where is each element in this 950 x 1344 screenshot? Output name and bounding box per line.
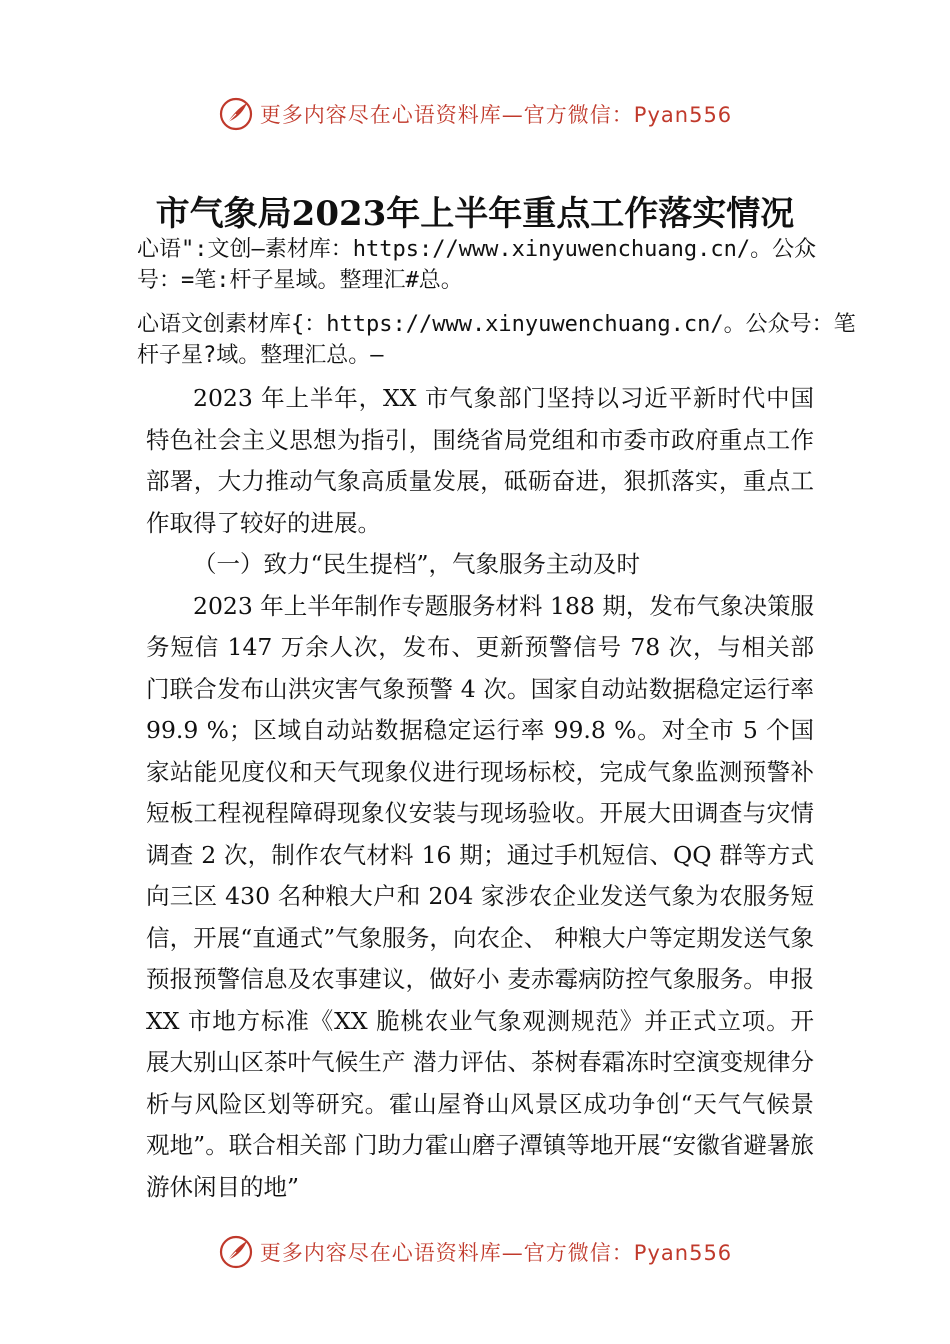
- watermark-text: 更多内容尽在心语资料库—官方微信：Pyan556: [259, 1241, 733, 1265]
- feather-quill-icon: [218, 96, 254, 132]
- document-title: 市气象局2023年上半年重点工作落实情况: [155, 194, 795, 234]
- source-line-1: 心语":文创—素材库：https://www.xinyuwenchuang.cn/。公众号：=笔:杆子星域。整理汇#总。: [137, 237, 817, 293]
- document-body: [146, 378, 814, 1208]
- section-heading: （一）致力“民生提档”，气象服务主动及时: [193, 550, 641, 578]
- paragraph-service: 2023 年上半年制作专题服务材料 188 期，发布气象决策服务短信 147 万余人次，发布、更新预警信号 78 次，与相关部门联合发布山洪灾害气象预警 4 次。国家自动站数据稳定运行率 99.9 %；区域自动站数据稳定运行率 99.8 %。对全市 5 个国家站能见度仪和天气现象仪进行现场标校，完成气象监测预警补短板工程视程障碍现象仪安装与现场验收。开展大田调查与灾情调查 2 次，制作农气材料 16 期；通过手机短信、QQ 群等方式向三区 430 名种粮大户和 204 家涉农企业发送气象为农服务短信，开展“直通式”气象服务，向农企、 种粮大户等定期发送气象预报预警信息及农事建议，做好小 麦赤霉病防控气象服务。申报 XX 市地方标准《XX 脆桃农业气象观测规范》并正式立项。开展大别山区茶叶气候生产 潜力评估、茶树春霜冻时空演变规律分析与风险区划等研究。霍山屋脊山风景区成功争创“天气气候景观地”。联合相关部 门助力霍山磨子潭镇等地开展“安徽省避暑旅游休闲目的地”: [146, 591, 814, 1201]
- paragraph-intro: 2023 年上半年，XX 市气象部门坚持以习近平新时代中国特色社会主义思想为指引，围绕省局党组和市委市政府重点工作部署，大力推动气象高质量发展，砥砺奋进，狠抓落实，重点工作取得了较好的进展。: [146, 384, 814, 537]
- watermark-banner-bottom: [0, 1232, 950, 1272]
- watermark-banner-top: [0, 94, 950, 134]
- watermark-text: 更多内容尽在心语资料库—官方微信：Pyan556: [259, 103, 733, 127]
- source-line-2: 心语文创素材库{：https://www.xinyuwenchuang.cn/。公众号：笔杆子星?域。整理汇总。—: [137, 312, 856, 368]
- feather-quill-icon: [218, 1234, 254, 1270]
